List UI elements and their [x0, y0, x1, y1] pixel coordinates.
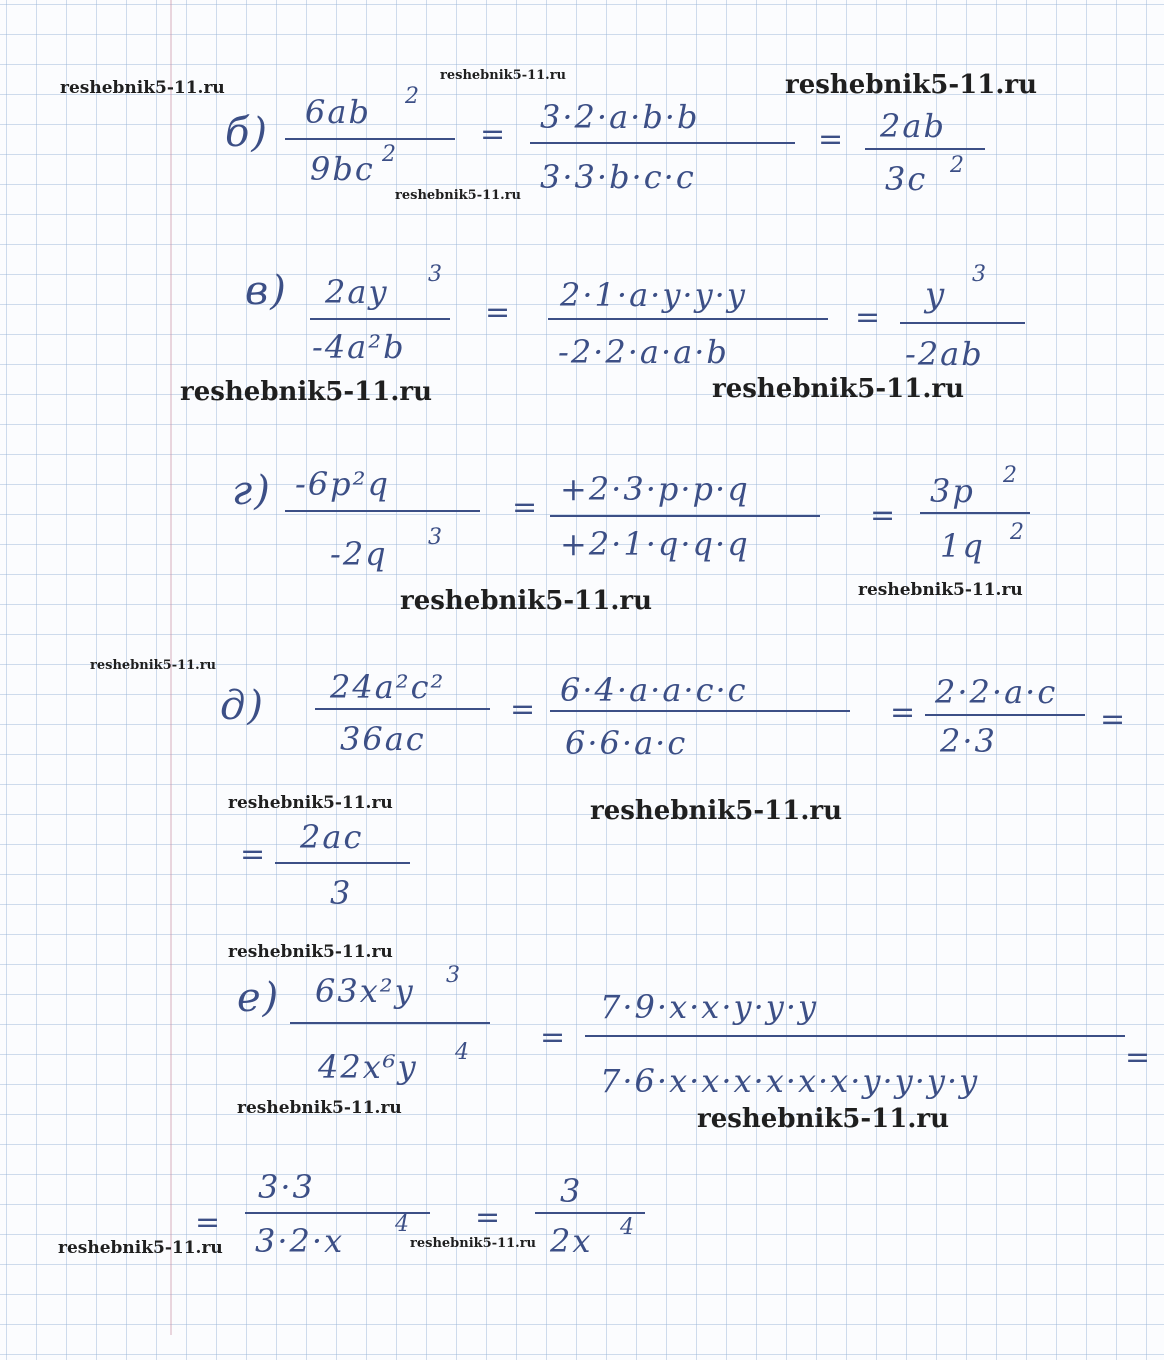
equals-sign: = — [870, 498, 898, 533]
equals-sign: = — [240, 837, 268, 872]
watermark: reshebnik5-11.ru — [440, 68, 567, 83]
fraction-bar — [310, 318, 450, 320]
fraction-numerator: 2·1·a·y·y·y — [560, 276, 747, 314]
watermark: reshebnik5-11.ru — [237, 1098, 402, 1118]
fraction-numerator: 6·4·a·a·c·c — [560, 671, 748, 709]
fraction-denominator: -2·2·a·a·b — [558, 333, 729, 371]
watermark: reshebnik5-11.ru — [180, 377, 433, 407]
fraction-numerator: 3·2·a·b·b — [540, 98, 700, 136]
fraction-denominator: -4a²b — [312, 328, 406, 366]
watermark: reshebnik5-11.ru — [228, 793, 393, 813]
fraction-numerator: 3·3 — [258, 1168, 315, 1206]
fraction-bar — [900, 322, 1025, 324]
fraction-numerator: 2ay — [325, 273, 389, 311]
exponent: 3 — [972, 262, 988, 287]
watermark: reshebnik5-11.ru — [697, 1104, 950, 1134]
fraction-bar — [920, 512, 1030, 514]
fraction-bar — [315, 708, 490, 710]
fraction-denominator: 3 — [330, 874, 353, 912]
watermark: reshebnik5-11.ru — [785, 70, 1038, 100]
exponent: 4 — [395, 1212, 411, 1237]
equals-sign: = — [485, 295, 513, 330]
problem-label-g: г) — [232, 468, 272, 514]
watermark: reshebnik5-11.ru — [590, 796, 843, 826]
fraction-bar — [550, 515, 820, 517]
fraction-bar — [285, 138, 455, 140]
watermark: reshebnik5-11.ru — [58, 1238, 223, 1258]
fraction-denominator: 6·6·a·c — [565, 724, 688, 762]
watermark: reshebnik5-11.ru — [395, 188, 522, 203]
watermark: reshebnik5-11.ru — [228, 942, 393, 962]
fraction-denominator: 7·6·x·x·x·x·x·x·y·y·y·y — [600, 1062, 980, 1100]
equals-sign: = — [855, 300, 883, 335]
equals-sign: = — [1125, 1040, 1153, 1075]
equals-sign: = — [475, 1200, 503, 1235]
watermark: reshebnik5-11.ru — [90, 658, 217, 673]
fraction-denominator: 9bc — [310, 150, 375, 188]
equals-sign: = — [195, 1205, 223, 1240]
fraction-numerator: 3p — [930, 472, 975, 510]
exponent: 2 — [1010, 520, 1026, 545]
fraction-denominator: 2x — [550, 1222, 593, 1260]
exponent: 2 — [382, 142, 398, 167]
fraction-bar — [548, 318, 828, 320]
fraction-numerator: -6p²q — [295, 465, 390, 503]
exponent: 4 — [620, 1215, 636, 1240]
watermark: reshebnik5-11.ru — [858, 580, 1023, 600]
fraction-bar — [925, 714, 1085, 716]
fraction-numerator: +2·3·p·p·q — [560, 470, 750, 508]
fraction-denominator: 3c — [885, 160, 928, 198]
fraction-numerator: 2ab — [880, 107, 946, 145]
fraction-numerator: 7·9·x·x·y·y·y — [600, 988, 819, 1026]
fraction-bar — [275, 862, 410, 864]
fraction-denominator: 1q — [940, 527, 985, 565]
exponent: 3 — [446, 963, 462, 988]
fraction-numerator: 6ab — [305, 93, 371, 131]
fraction-numerator: y — [925, 275, 947, 315]
fraction-denominator: 3·3·b·c·c — [540, 158, 696, 196]
exponent: 4 — [455, 1040, 471, 1065]
exponent: 3 — [428, 262, 444, 287]
fraction-bar — [865, 148, 985, 150]
fraction-bar — [550, 710, 850, 712]
watermark: reshebnik5-11.ru — [410, 1236, 537, 1251]
fraction-denominator: -2ab — [905, 335, 984, 373]
exponent: 2 — [950, 153, 966, 178]
watermark: reshebnik5-11.ru — [60, 78, 225, 98]
equals-sign: = — [540, 1020, 568, 1055]
exponent: 2 — [405, 84, 421, 109]
equals-sign: = — [890, 695, 918, 730]
equals-sign: = — [510, 692, 538, 727]
watermark: reshebnik5-11.ru — [400, 586, 653, 616]
equals-sign: = — [818, 122, 846, 157]
fraction-denominator: 36ac — [340, 720, 426, 758]
exponent: 2 — [1003, 463, 1019, 488]
exponent: 3 — [428, 525, 444, 550]
problem-label-e: е) — [237, 975, 281, 1021]
problem-label-d: д) — [220, 683, 265, 729]
fraction-bar — [585, 1035, 1125, 1037]
fraction-denominator: 2·3 — [940, 722, 997, 760]
fraction-bar — [290, 1022, 490, 1024]
equals-sign: = — [480, 117, 508, 152]
problem-label-b: б) — [225, 110, 270, 156]
fraction-numerator: 2ac — [300, 818, 364, 856]
fraction-bar — [535, 1212, 645, 1214]
fraction-denominator: -2q — [330, 535, 388, 573]
fraction-bar — [530, 142, 795, 144]
equals-sign: = — [512, 490, 540, 525]
fraction-numerator: 63x²y — [315, 972, 415, 1010]
watermark: reshebnik5-11.ru — [712, 374, 965, 404]
problem-label-v: в) — [245, 268, 288, 314]
fraction-denominator: +2·1·q·q·q — [560, 525, 750, 563]
fraction-numerator: 3 — [560, 1172, 583, 1210]
equals-sign: = — [1100, 702, 1128, 737]
fraction-numerator: 24a²c² — [330, 668, 446, 706]
fraction-bar — [285, 510, 480, 512]
fraction-numerator: 2·2·a·c — [935, 673, 1058, 711]
fraction-denominator: 3·2·x — [255, 1222, 345, 1260]
fraction-denominator: 42x⁶y — [318, 1048, 418, 1086]
